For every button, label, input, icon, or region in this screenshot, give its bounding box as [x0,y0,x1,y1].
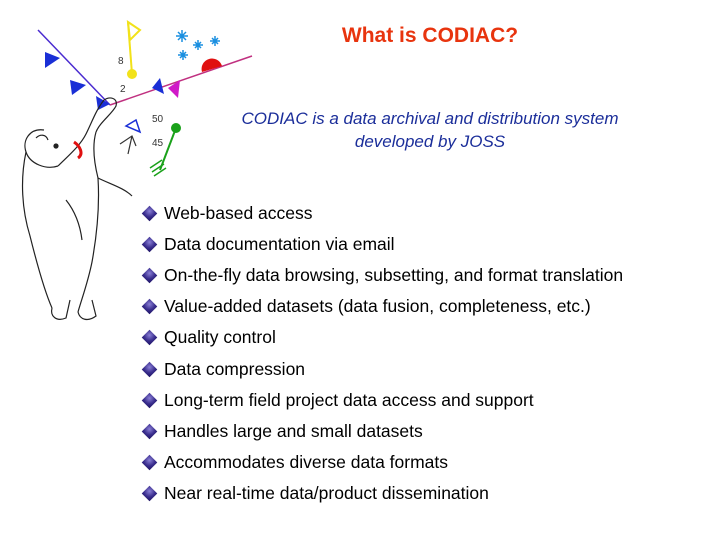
bear-mouth-icon [74,142,81,158]
blue-outline-flag-icon [126,120,140,132]
bullet-item [142,260,623,291]
label-50: 50 [152,114,164,125]
bullet-text: On-the-fly data browsing, subsetting, and format translation [164,265,624,286]
diamond-bullet-icon [142,392,158,408]
diamond-bullet-icon [142,486,158,502]
bullet-text: Accommodates diverse data formats [164,451,449,472]
bullet-text: Value-added datasets (data fusion, completeness, etc.) [164,296,591,317]
bullet-text: Long-term field project data access and support [164,389,534,410]
label-2: 2 [120,84,126,95]
bullet-text: Data compression [164,358,306,379]
bullet-list [142,198,623,509]
bullet-item [142,322,623,353]
bear-icon [23,98,132,319]
bullet-text: Data documentation via email [164,234,395,255]
diamond-bullet-icon [142,361,158,377]
bullet-text: Handles large and small datasets [164,420,423,441]
arrow-icon [120,136,136,154]
bullet-text: Near real-time data/product dissemination [164,482,489,503]
diamond-bullet-icon [142,455,158,471]
label-45: 45 [152,138,164,149]
diamond-bullet-icon [142,423,158,439]
label-8: 8 [118,56,124,67]
bullet-item [142,198,623,229]
bullet-item [142,229,623,260]
green-ball-icon [171,123,181,133]
bullet-text: Web-based access [164,203,313,224]
blue-pennant-icon [70,80,86,95]
slide-title: What is CODIAC? [341,24,519,47]
diamond-bullet-icon [142,206,158,222]
diamond-bullet-icon [142,299,158,315]
bullet-item [142,416,623,447]
bullet-item [142,447,623,478]
diamond-bullet-icon [142,330,158,346]
bullet-text: Quality control [164,327,276,348]
blue-pennant-icon [152,78,164,94]
blue-pennant-icon [45,52,60,68]
bullet-item [142,478,623,509]
slide-subtitle [190,107,670,153]
bullet-item [142,385,623,416]
subtitle-line-1: CODIAC is a data archival and distribution system [241,109,619,128]
bullet-item [142,291,623,322]
diamond-bullet-icon [142,237,158,253]
bullet-item [142,353,623,384]
diamond-bullet-icon [142,268,158,284]
subtitle-line-2: developed by JOSS [354,132,506,151]
yellow-ball-icon [127,69,137,79]
